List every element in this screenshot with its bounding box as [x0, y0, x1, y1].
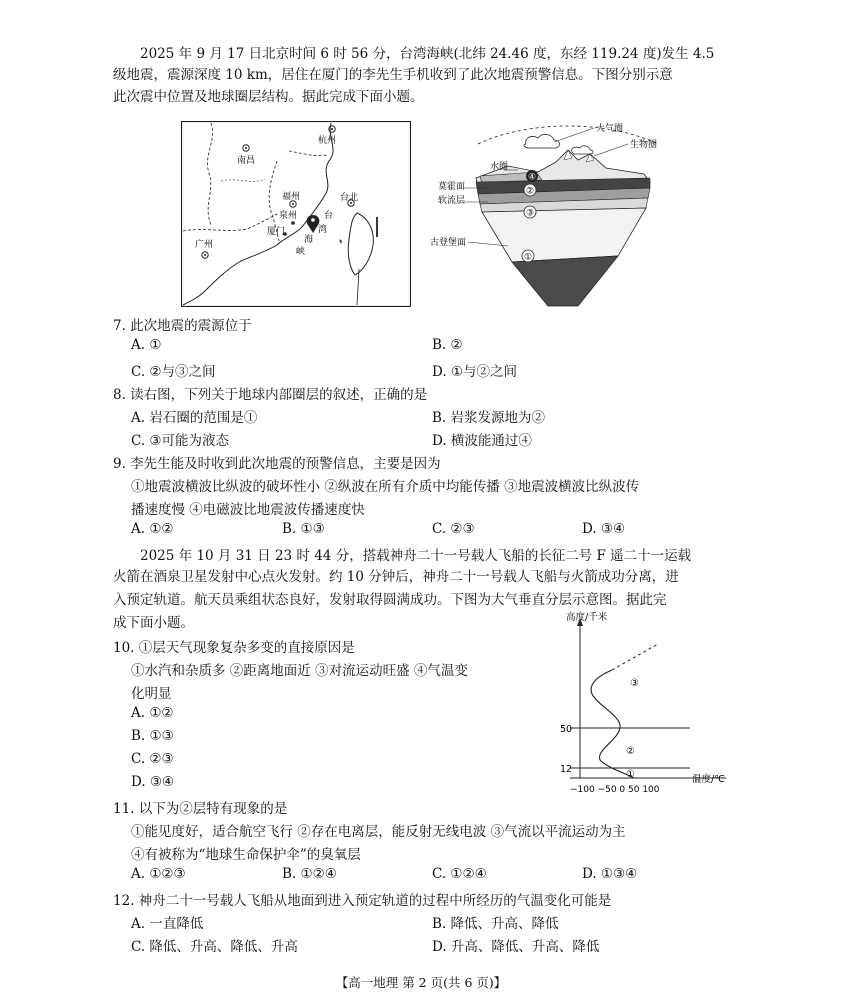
- q8-option-c[interactable]: C. ③可能为液态: [131, 433, 230, 449]
- q8-stem: 8. 读右图，下列关于地球内部圈层的叙述，正确的是: [113, 387, 428, 403]
- q9-statement-line2: 播速度慢 ④电磁波比地震波传播速度快: [131, 502, 365, 518]
- chart-layer-3: ③: [630, 678, 639, 689]
- layer-number-1: ①: [523, 252, 533, 263]
- q10-option-b[interactable]: B. ①③: [131, 728, 174, 744]
- passage2-line3: 入预定轨道。航天员乘组状态良好，发射取得圆满成功。下图为大气垂直分层示意图。据此完: [113, 592, 667, 608]
- q9-option-d[interactable]: D. ③④: [582, 521, 626, 537]
- chart-tick-12: 12: [560, 764, 573, 775]
- q12-option-c[interactable]: C. 降低、升高、降低、升高: [131, 939, 298, 955]
- label-hydrosphere: 水圈: [490, 162, 509, 172]
- q7-option-a[interactable]: A. ①: [131, 337, 162, 353]
- temperature-curve: [591, 670, 634, 778]
- q7-option-d[interactable]: D. ①与②之间: [432, 364, 518, 380]
- q12-option-d[interactable]: D. 升高、降低、升高、降低: [432, 939, 600, 955]
- map-label-hangzhou: 杭州: [318, 136, 337, 146]
- q9-stem: 9. 李先生能及时收到此次地震的预警信息，主要是因为: [113, 456, 441, 472]
- q10-option-c[interactable]: C. ②③: [131, 751, 174, 767]
- map-label-strait-1: 台: [324, 211, 334, 221]
- q10-option-d[interactable]: D. ③④: [131, 774, 175, 790]
- chart-layer-2: ②: [626, 746, 635, 757]
- map-label-quanzhou: 泉州: [279, 211, 298, 221]
- q11-option-a[interactable]: A. ①②③: [131, 866, 186, 882]
- passage1-line1: 2025 年 9 月 17 日北京时间 6 时 56 分，台湾海峡(北纬 24.46 度，东经 119.24 度)发生 4.5: [140, 46, 715, 62]
- chart-layer-1: ①: [626, 769, 635, 780]
- atmosphere-chart: [558, 608, 738, 794]
- chart-x-label: 温度/℃: [692, 774, 725, 785]
- map-label-xiamen: 厦门: [267, 227, 286, 237]
- label-biosphere: 生物圈: [630, 140, 658, 150]
- q11-stem: 11. 以下为②层特有现象的是: [113, 801, 288, 817]
- q9-option-c[interactable]: C. ②③: [432, 521, 475, 537]
- q11-option-b[interactable]: B. ①②④: [282, 866, 337, 882]
- q8-option-a[interactable]: A. 岩石圈的范围是①: [131, 410, 258, 426]
- q9-option-b[interactable]: B. ①③: [282, 521, 325, 537]
- passage2-line4: 成下面小题。: [113, 615, 194, 631]
- earth-layers-diagram: [418, 116, 698, 310]
- page-footer: 【高一地理 第 2 页(共 6 页)】: [335, 975, 507, 990]
- q10-statement-line1: ①水汽和杂质多 ②距离地面近 ③对流运动旺盛 ④气温变: [131, 663, 468, 679]
- q7-stem: 7. 此次地震的震源位于: [113, 318, 252, 334]
- q10-option-a[interactable]: A. ①②: [131, 705, 174, 721]
- label-atmosphere: 大气圈: [596, 124, 624, 134]
- map-label-taibei: 台北: [340, 193, 359, 203]
- temperature-curve-upper: [612, 644, 658, 670]
- q12-option-a[interactable]: A. 一直降低: [131, 916, 204, 932]
- label-moho: 莫霍面: [438, 182, 466, 192]
- passage2-line2: 火箭在酒泉卫星发射中心点火发射。约 10 分钟后，神舟二十一号载人飞船与火箭成功分离，进: [113, 569, 679, 585]
- layer-number-2: ②: [525, 186, 535, 197]
- chart-y-label: 高度/千米: [566, 612, 608, 623]
- chart-x-ticks: −100 −50 0 50 100: [570, 785, 660, 794]
- label-gutenberg: 古登堡面: [430, 238, 467, 248]
- q9-option-a[interactable]: A. ①②: [131, 521, 174, 537]
- q8-option-d[interactable]: D. 横波能通过④: [432, 433, 532, 449]
- layer-number-3: ③: [525, 208, 535, 219]
- passage1-line3: 此次震中位置及地球圈层结构。据此完成下面小题。: [113, 89, 424, 105]
- q12-stem: 12. 神舟二十一号载人飞船从地面到进入预定轨道的过程中所经历的气温变化可能是: [113, 893, 612, 909]
- map-label-guangzhou: 广州: [195, 240, 214, 250]
- layer-number-4: ④: [527, 172, 537, 183]
- q10-statement-line2: 化明显: [131, 686, 172, 702]
- map-label-strait-4: 峡: [296, 247, 306, 257]
- q11-option-c[interactable]: C. ①②④: [432, 866, 487, 882]
- chart-tick-50: 50: [560, 724, 573, 735]
- map-label-fuzhou: 福州: [282, 192, 301, 202]
- map-label-strait-3: 海: [304, 235, 314, 245]
- map-label-nanchang: 南昌: [237, 156, 256, 166]
- q11-statement-line2: ④有被称为“地球生命保护伞”的臭氧层: [131, 847, 361, 863]
- epicenter-map: [181, 121, 411, 307]
- q9-statement-line1: ①地震波横波比纵波的破坏性小 ②纵波在所有介质中均能传播 ③地震波横波比纵波传: [131, 479, 640, 495]
- label-asthenosphere: 软流层: [438, 196, 466, 206]
- q7-option-c[interactable]: C. ②与③之间: [131, 364, 216, 380]
- q11-statement-line1: ①能见度好，适合航空飞行 ②存在电离层，能反射无线电波 ③气流以平流运动为主: [131, 824, 626, 840]
- passage1-line2: 级地震，震源深度 10 km，居住在厦门的李先生手机收到了此次地震预警信息。下图分别示意: [113, 67, 673, 83]
- passage2-line1: 2025 年 10 月 31 日 23 时 44 分，搭载神舟二十一号载人飞船的长征二号 F 遥二十一运载: [140, 548, 692, 564]
- q7-option-b[interactable]: B. ②: [432, 337, 463, 353]
- q8-option-b[interactable]: B. 岩浆发源地为②: [432, 410, 546, 426]
- q11-option-d[interactable]: D. ①③④: [582, 866, 638, 882]
- q12-option-b[interactable]: B. 降低、升高、降低: [432, 916, 559, 932]
- q10-stem: 10. ①层天气现象复杂多变的直接原因是: [113, 640, 355, 656]
- map-label-strait-2: 湾: [318, 225, 328, 235]
